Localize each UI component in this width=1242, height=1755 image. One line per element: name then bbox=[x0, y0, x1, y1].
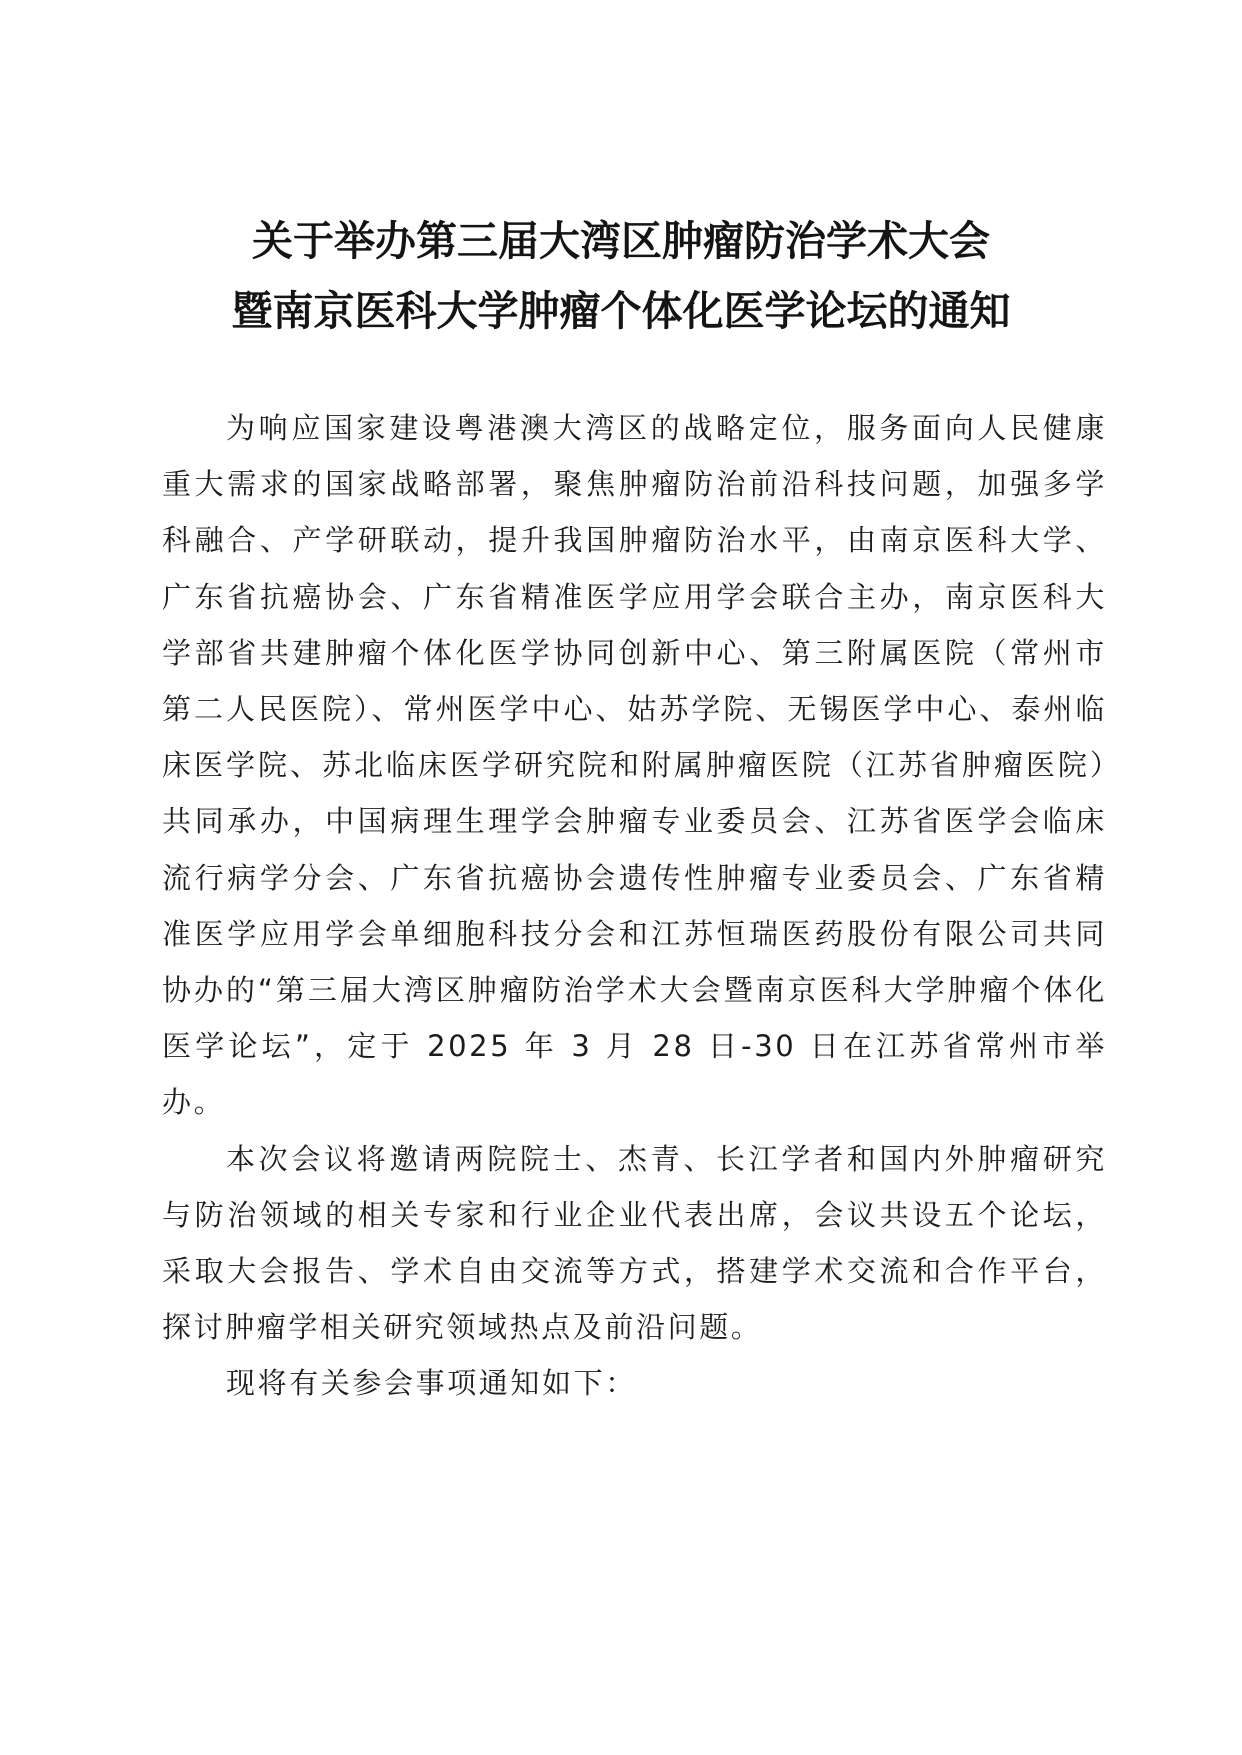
paragraph-notice: 现将有关参会事项通知如下： bbox=[226, 1366, 637, 1401]
title-line-1: 关于举办第三届大湾区肿瘤防治学术大会 bbox=[252, 217, 990, 265]
document-title bbox=[140, 206, 1102, 346]
title-line-2: 暨南京医科大学肿瘤个体化医学论坛的通知 bbox=[231, 287, 1011, 335]
paragraph-intro: 为响应国家建设粤港澳大湾区的战略定位，服务面向人民健康重大需求的国家战略部署，聚焦肿瘤防治前沿科技问题，加强多学科融合、产学研联动，提升我国肿瘤防治水平，由南京医科大学、广东省抗癌协会、广东省精准医学应用学会联合主办，南京医科大学部省共建肿瘤个体化医学协同创新中心、第三附属医院（常州市第二人民医院）、常州医学中心、姑苏学院、无锡医学中心、泰州临床医学院、苏北临床医学研究院和附属肿瘤医院（江苏省肿瘤医院）共同承办，中国病理生理学会肿瘤专业委员会、江苏省医学会临床流行病学分会、广东省抗癌协会遗传性肿瘤专业委员会、广东省精准医学应用学会单细胞科技分会和江苏恒瑞医药股份有限公司共同协办的“第三届大湾区肿瘤防治学术大会暨南京医科大学肿瘤个体化医学论坛”，定于 2025 年 3 月 28 日-30 日在江苏省常州市举办。 bbox=[162, 411, 1107, 1120]
document-body bbox=[162, 400, 1107, 1412]
paragraph-agenda: 本次会议将邀请两院院士、杰青、长江学者和国内外肿瘤研究与防治领域的相关专家和行业企业代表出席，会议共设五个论坛，采取大会报告、学术自由交流等方式，搭建学术交流和合作平台，探讨肿瘤学相关研究领域热点及前沿问题。 bbox=[162, 1141, 1107, 1345]
